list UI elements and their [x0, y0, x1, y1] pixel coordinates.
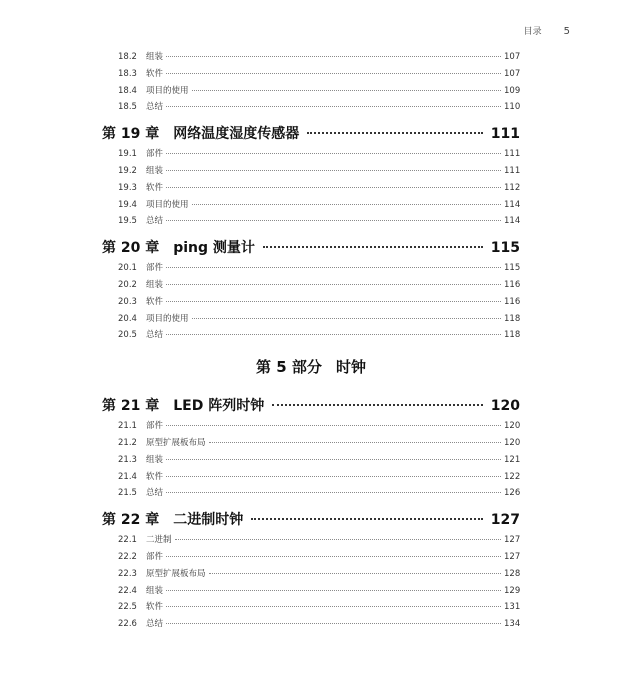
dot-leader — [192, 90, 501, 91]
dot-leader — [166, 106, 501, 107]
section-number: 21.2 — [118, 437, 137, 448]
dot-leader — [166, 334, 501, 335]
chapter-title: ping 测量计 — [173, 240, 255, 257]
dot-leader — [166, 492, 501, 493]
section-page-number: 110 — [504, 102, 521, 113]
section-number: 20.1 — [118, 263, 137, 274]
section-page-number: 118 — [504, 313, 521, 324]
section-title: 总结 — [146, 216, 164, 227]
section-title: 软件 — [146, 68, 164, 79]
section-number: 21.1 — [118, 421, 137, 432]
section-title: 项目的使用 — [146, 313, 189, 324]
section-number: 20.2 — [118, 279, 137, 290]
section-number: 22.4 — [118, 585, 137, 596]
section-page-number: 121 — [504, 454, 521, 465]
section-page-number: 116 — [504, 279, 521, 290]
chapter-page-number: 127 — [490, 512, 520, 529]
toc-section-entry[interactable] — [102, 419, 520, 436]
section-title: 二进制 — [146, 535, 172, 546]
dot-leader — [307, 132, 483, 134]
section-page-number: 134 — [504, 619, 521, 630]
toc-section-entry[interactable] — [102, 147, 520, 164]
section-title: 部件 — [146, 551, 164, 562]
section-title: 原型扩展板布局 — [146, 437, 206, 448]
section-number: 18.4 — [118, 85, 137, 96]
section-page-number: 115 — [504, 263, 521, 274]
dot-leader — [166, 170, 501, 171]
dot-leader — [166, 301, 501, 302]
section-title: 软件 — [146, 296, 164, 307]
dot-leader — [166, 153, 501, 154]
chapter-title: 网络温度湿度传感器 — [173, 126, 300, 143]
toc-section-entry[interactable] — [102, 214, 520, 231]
section-page-number: 107 — [504, 68, 521, 79]
toc-section-entry[interactable] — [102, 181, 520, 198]
dot-leader — [166, 73, 501, 74]
chapter-title: LED 阵列时钟 — [173, 398, 265, 415]
chapter-title: 二进制时钟 — [173, 512, 244, 529]
section-page-number: 116 — [504, 296, 521, 307]
section-number: 22.1 — [118, 535, 137, 546]
dot-leader — [166, 425, 501, 426]
section-number: 22.3 — [118, 568, 137, 579]
section-number: 19.3 — [118, 182, 137, 193]
toc-section-entry[interactable] — [102, 436, 520, 453]
dot-leader — [166, 187, 501, 188]
dot-leader — [166, 606, 501, 607]
toc-section-entry[interactable] — [102, 584, 520, 601]
dot-leader — [175, 539, 501, 540]
toc-section-entry[interactable] — [102, 164, 520, 181]
toc-section-entry[interactable] — [102, 50, 520, 67]
toc-section-entry[interactable] — [102, 67, 520, 84]
section-title: 总结 — [146, 619, 164, 630]
section-number: 20.4 — [118, 313, 137, 324]
dot-leader — [209, 573, 501, 574]
section-title: 组装 — [146, 52, 164, 62]
toc-section-entry[interactable] — [102, 453, 520, 470]
section-number: 20.3 — [118, 296, 137, 307]
chapter-number: 第 19 章 — [102, 126, 160, 143]
section-number: 18.2 — [118, 52, 137, 62]
chapter-page-number: 115 — [490, 240, 520, 257]
dot-leader — [166, 459, 501, 460]
toc-section-entry[interactable] — [102, 600, 520, 617]
section-title: 部件 — [146, 263, 164, 274]
table-of-contents — [102, 50, 520, 634]
part-title: 时钟 — [335, 358, 366, 377]
section-number: 19.1 — [118, 149, 137, 160]
toc-chapter-entry[interactable] — [102, 117, 520, 147]
dot-leader — [209, 442, 501, 443]
section-title: 组装 — [146, 454, 164, 465]
toc-section-entry[interactable] — [102, 328, 520, 345]
section-title: 部件 — [146, 149, 164, 160]
section-page-number: 122 — [504, 471, 521, 482]
dot-leader — [166, 284, 501, 285]
section-number: 22.2 — [118, 551, 137, 562]
section-page-number: 111 — [504, 165, 521, 176]
toc-section-entry[interactable] — [102, 100, 520, 117]
toc-chapter-entry[interactable] — [102, 389, 520, 419]
toc-section-entry[interactable] — [102, 550, 520, 567]
header-section-title: 目录 — [523, 27, 542, 37]
toc-section-entry[interactable] — [102, 617, 520, 634]
toc-part-heading — [102, 345, 520, 389]
dot-leader — [272, 404, 483, 406]
section-page-number: 120 — [504, 421, 521, 432]
toc-chapter-entry[interactable] — [102, 503, 520, 533]
toc-section-entry[interactable] — [102, 567, 520, 584]
section-number: 21.4 — [118, 471, 137, 482]
section-title: 项目的使用 — [146, 85, 189, 96]
section-number: 19.5 — [118, 216, 137, 227]
dot-leader — [166, 267, 501, 268]
section-title: 组装 — [146, 279, 164, 290]
section-title: 总结 — [146, 330, 164, 341]
toc-section-entry[interactable] — [102, 312, 520, 329]
section-title: 软件 — [146, 602, 164, 613]
dot-leader — [166, 623, 501, 624]
dot-leader — [251, 518, 483, 520]
dot-leader — [192, 204, 501, 205]
section-number: 20.5 — [118, 330, 137, 341]
toc-section-entry[interactable] — [102, 261, 520, 278]
section-number: 18.3 — [118, 68, 137, 79]
section-title: 原型扩展板布局 — [146, 568, 206, 579]
section-number: 22.5 — [118, 602, 137, 613]
chapter-page-number: 111 — [490, 126, 520, 143]
header-page-number: 5 — [563, 26, 570, 37]
section-title: 软件 — [146, 182, 164, 193]
toc-section-entry[interactable] — [102, 486, 520, 503]
section-number: 18.5 — [118, 102, 137, 113]
toc-section-entry[interactable] — [102, 198, 520, 215]
section-page-number: 118 — [504, 330, 521, 341]
section-page-number: 112 — [504, 182, 521, 193]
section-title: 软件 — [146, 471, 164, 482]
section-page-number: 127 — [504, 535, 521, 546]
section-number: 22.6 — [118, 619, 137, 630]
section-page-number: 128 — [504, 568, 521, 579]
toc-section-entry[interactable] — [102, 533, 520, 550]
chapter-number: 第 20 章 — [102, 240, 160, 257]
section-page-number: 126 — [504, 488, 521, 499]
section-title: 项目的使用 — [146, 199, 189, 210]
chapter-number: 第 21 章 — [102, 398, 160, 415]
section-page-number: 107 — [504, 52, 521, 62]
section-number: 19.4 — [118, 199, 137, 210]
section-page-number: 114 — [504, 216, 521, 227]
dot-leader — [166, 56, 501, 57]
chapter-page-number: 120 — [490, 398, 520, 415]
part-number: 第 5 部分 — [256, 358, 322, 377]
toc-section-entry[interactable] — [102, 278, 520, 295]
chapter-number: 第 22 章 — [102, 512, 160, 529]
dot-leader — [166, 220, 501, 221]
section-page-number: 129 — [504, 585, 521, 596]
toc-section-entry[interactable] — [102, 470, 520, 487]
toc-chapter-entry[interactable] — [102, 231, 520, 261]
section-page-number: 131 — [504, 602, 521, 613]
section-title: 总结 — [146, 488, 164, 499]
section-number: 19.2 — [118, 165, 137, 176]
dot-leader — [166, 556, 501, 557]
toc-section-entry[interactable] — [102, 295, 520, 312]
section-page-number: 109 — [504, 85, 521, 96]
dot-leader — [192, 318, 501, 319]
section-title: 组装 — [146, 585, 164, 596]
section-title: 总结 — [146, 102, 164, 113]
section-number: 21.5 — [118, 488, 137, 499]
section-page-number: 127 — [504, 551, 521, 562]
dot-leader — [166, 590, 501, 591]
section-page-number: 120 — [504, 437, 521, 448]
section-title: 组装 — [146, 165, 164, 176]
section-page-number: 114 — [504, 199, 521, 210]
section-page-number: 111 — [504, 149, 521, 160]
section-number: 21.3 — [118, 454, 137, 465]
dot-leader — [263, 246, 483, 248]
dot-leader — [166, 476, 501, 477]
toc-section-entry[interactable] — [102, 84, 520, 101]
page-header — [524, 24, 570, 37]
section-title: 部件 — [146, 421, 164, 432]
